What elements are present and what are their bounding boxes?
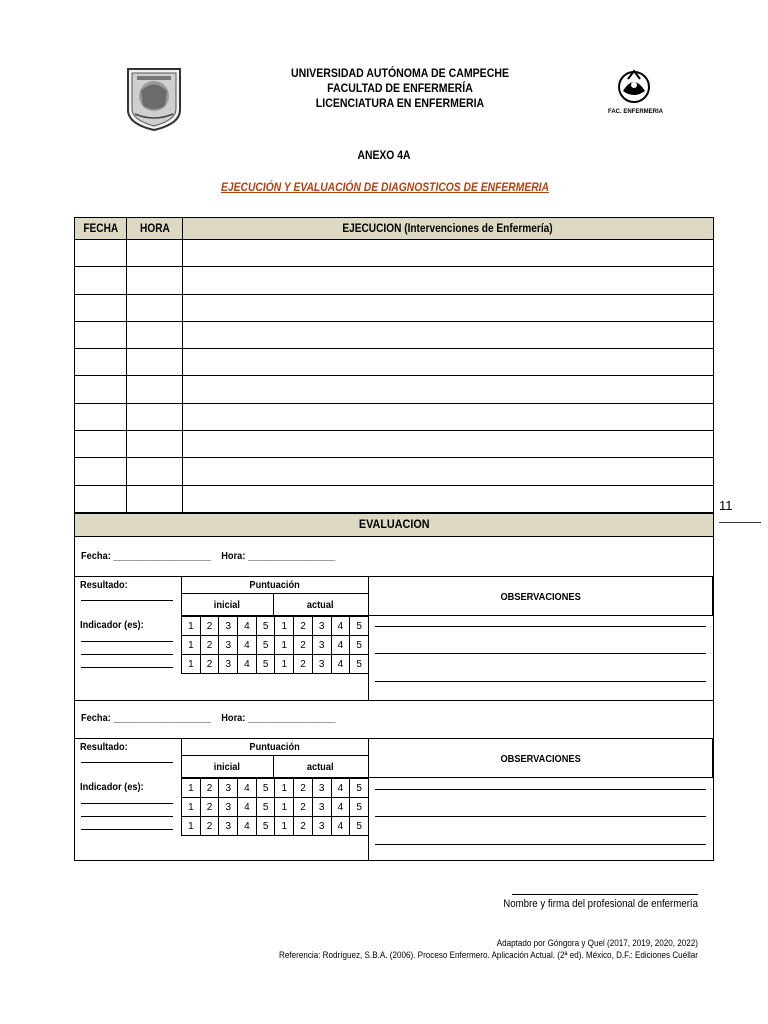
score-cell[interactable]: 1 xyxy=(182,617,201,636)
hora-field-2[interactable]: Hora: _________________ xyxy=(221,712,336,724)
adapted-by-note: Adaptado por Góngora y Quel (2017, 2019, 2020, 2022) xyxy=(496,938,698,948)
score-cell[interactable]: 3 xyxy=(219,636,238,655)
score-cell[interactable]: 5 xyxy=(350,655,369,674)
score-cell[interactable]: 3 xyxy=(219,617,238,636)
execution-row xyxy=(75,349,714,376)
inicial-label-1: inicial xyxy=(213,599,241,611)
faculty-name: FACULTAD DE ENFERMERÍA xyxy=(327,81,473,95)
execution-row xyxy=(75,267,714,294)
score-cell[interactable]: 1 xyxy=(182,636,201,655)
col-fecha: FECHA xyxy=(75,218,127,240)
score-cell[interactable]: 1 xyxy=(275,798,294,817)
resultado-blank-1[interactable] xyxy=(81,600,173,601)
indicador-blank-1c[interactable] xyxy=(81,667,173,668)
score-row xyxy=(182,798,369,817)
puntuacion-label-1: Puntuación xyxy=(249,579,300,591)
actual-label-1: actual xyxy=(307,599,334,611)
score-cell[interactable]: 3 xyxy=(312,655,331,674)
reference-note: Referencia: Rodríguez, S.B.A. (2006). Proceso Enfermero. Aplicación Actual. (2ª ed). México, D.F.: Ediciones Cuéllar xyxy=(279,950,698,960)
score-cell[interactable]: 5 xyxy=(256,617,275,636)
ejecucion-cell[interactable] xyxy=(183,458,714,485)
indicador-label-2: Indicador (es): xyxy=(80,781,144,793)
score-cell[interactable]: 3 xyxy=(219,655,238,674)
score-cell[interactable]: 5 xyxy=(256,798,275,817)
hora-cell[interactable] xyxy=(127,485,183,512)
score-cell[interactable]: 5 xyxy=(256,636,275,655)
evaluation-title: EVALUACION xyxy=(75,513,713,537)
fecha-cell[interactable] xyxy=(75,240,127,267)
hora-cell[interactable] xyxy=(127,294,183,321)
score-cell[interactable]: 2 xyxy=(294,817,313,836)
score-cell[interactable]: 2 xyxy=(294,655,313,674)
score-cell[interactable]: 4 xyxy=(331,798,350,817)
observaciones-label-2: OBSERVACIONES xyxy=(500,753,581,765)
observaciones-blank-1b[interactable] xyxy=(375,653,706,654)
observaciones-blank-2c[interactable] xyxy=(375,844,706,845)
score-cell[interactable]: 5 xyxy=(256,655,275,674)
score-cell[interactable]: 3 xyxy=(219,817,238,836)
hora-field-1[interactable]: Hora: _________________ xyxy=(221,550,336,562)
score-cell[interactable]: 4 xyxy=(238,817,257,836)
score-cell[interactable]: 5 xyxy=(350,636,369,655)
execution-row xyxy=(75,485,714,512)
score-row xyxy=(182,617,369,636)
indicador-blank-1a[interactable] xyxy=(81,641,173,642)
ejecucion-cell[interactable] xyxy=(183,267,714,294)
score-cell[interactable]: 5 xyxy=(350,798,369,817)
faculty-logo xyxy=(608,67,668,119)
institution-header xyxy=(224,66,576,111)
resultado-label-1: Resultado: xyxy=(80,579,128,591)
fecha-field-1[interactable]: Fecha: ___________________ xyxy=(81,550,211,562)
ejecucion-cell[interactable] xyxy=(183,349,714,376)
score-cell[interactable]: 2 xyxy=(200,817,219,836)
execution-row xyxy=(75,321,714,348)
university-seal-logo xyxy=(125,66,183,132)
hora-cell[interactable] xyxy=(127,403,183,430)
score-grid-2 xyxy=(181,778,369,836)
hora-cell[interactable] xyxy=(127,240,183,267)
score-cell[interactable]: 4 xyxy=(331,636,350,655)
signature-line[interactable] xyxy=(512,894,698,895)
score-cell[interactable]: 3 xyxy=(312,779,331,798)
fecha-cell[interactable] xyxy=(75,267,127,294)
document-subtitle: EJECUCIÓN Y EVALUACIÓN DE DIAGNOSTICOS DE ENFERMERIA xyxy=(220,180,549,194)
score-cell[interactable]: 1 xyxy=(275,617,294,636)
score-cell[interactable]: 1 xyxy=(182,779,201,798)
observaciones-blank-1a[interactable] xyxy=(375,626,706,627)
fecha-cell[interactable] xyxy=(75,403,127,430)
ejecucion-cell[interactable] xyxy=(183,403,714,430)
score-cell[interactable]: 4 xyxy=(331,655,350,674)
actual-label-2: actual xyxy=(307,761,334,773)
evaluation-section xyxy=(74,513,714,861)
score-cell[interactable]: 3 xyxy=(312,798,331,817)
score-cell[interactable]: 3 xyxy=(312,636,331,655)
fecha-cell[interactable] xyxy=(75,349,127,376)
ejecucion-cell[interactable] xyxy=(183,321,714,348)
execution-table-header xyxy=(75,218,714,240)
score-cell[interactable]: 4 xyxy=(331,817,350,836)
score-cell[interactable]: 1 xyxy=(275,636,294,655)
fecha-cell[interactable] xyxy=(75,458,127,485)
fecha-hora-line-2 xyxy=(81,712,335,724)
score-cell[interactable]: 4 xyxy=(238,779,257,798)
ejecucion-cell[interactable] xyxy=(183,240,714,267)
execution-row xyxy=(75,294,714,321)
fecha-cell[interactable] xyxy=(75,376,127,403)
page-number-rule xyxy=(719,522,761,523)
hora-cell[interactable] xyxy=(127,376,183,403)
score-cell[interactable]: 4 xyxy=(331,617,350,636)
score-cell[interactable]: 1 xyxy=(182,817,201,836)
score-cell[interactable]: 1 xyxy=(182,798,201,817)
ejecucion-cell[interactable] xyxy=(183,376,714,403)
score-cell[interactable]: 2 xyxy=(294,798,313,817)
score-cell[interactable]: 5 xyxy=(256,817,275,836)
score-row xyxy=(182,817,369,836)
score-cell[interactable]: 3 xyxy=(312,617,331,636)
score-cell[interactable]: 5 xyxy=(350,817,369,836)
hora-cell[interactable] xyxy=(127,349,183,376)
program-name: LICENCIATURA EN ENFERMERIA xyxy=(315,96,485,110)
hora-cell[interactable] xyxy=(127,431,183,458)
hora-cell[interactable] xyxy=(127,321,183,348)
score-cell[interactable]: 2 xyxy=(200,655,219,674)
fecha-cell[interactable] xyxy=(75,294,127,321)
fecha-cell[interactable] xyxy=(75,321,127,348)
score-row xyxy=(182,636,369,655)
resultado-blank-2[interactable] xyxy=(81,762,173,763)
puntuacion-label-2: Puntuación xyxy=(249,741,300,753)
execution-row xyxy=(75,403,714,430)
faculty-logo-caption: FAC. ENFERMERIA xyxy=(608,109,664,115)
observaciones-label-1: OBSERVACIONES xyxy=(500,591,581,603)
score-cell[interactable]: 5 xyxy=(256,779,275,798)
fecha-cell[interactable] xyxy=(75,431,127,458)
score-cell[interactable]: 5 xyxy=(350,617,369,636)
score-cell[interactable]: 3 xyxy=(219,798,238,817)
score-cell[interactable]: 1 xyxy=(275,817,294,836)
score-cell[interactable]: 1 xyxy=(275,655,294,674)
page-number: 11 xyxy=(719,498,733,513)
signature-caption: Nombre y firma del profesional de enfermería xyxy=(503,898,698,910)
execution-row xyxy=(75,431,714,458)
score-cell[interactable]: 2 xyxy=(294,779,313,798)
score-cell[interactable]: 2 xyxy=(294,636,313,655)
score-row xyxy=(182,779,369,798)
indicador-blank-1b[interactable] xyxy=(81,654,173,655)
col-ejecucion: EJECUCION (Intervenciones de Enfermería) xyxy=(183,218,714,240)
score-cell[interactable]: 1 xyxy=(275,779,294,798)
score-cell[interactable]: 4 xyxy=(238,636,257,655)
fecha-cell[interactable] xyxy=(75,485,127,512)
fecha-field-2[interactable]: Fecha: ___________________ xyxy=(81,712,211,724)
score-cell[interactable]: 2 xyxy=(294,617,313,636)
score-cell[interactable]: 4 xyxy=(238,798,257,817)
indicador-blank-2c[interactable] xyxy=(81,829,173,830)
execution-row xyxy=(75,240,714,267)
resultado-label-2: Resultado: xyxy=(80,741,128,753)
university-name: UNIVERSIDAD AUTÓNOMA DE CAMPECHE xyxy=(290,66,510,80)
score-cell[interactable]: 4 xyxy=(238,655,257,674)
col-hora: HORA xyxy=(127,218,183,240)
execution-row xyxy=(75,458,714,485)
score-row xyxy=(182,655,369,674)
anexo-label: ANEXO 4A xyxy=(357,150,411,162)
score-cell[interactable]: 2 xyxy=(200,779,219,798)
hora-cell[interactable] xyxy=(127,458,183,485)
inicial-label-2: inicial xyxy=(213,761,241,773)
observaciones-blank-1c[interactable] xyxy=(375,681,706,682)
score-cell[interactable]: 3 xyxy=(219,779,238,798)
score-cell[interactable]: 4 xyxy=(331,779,350,798)
execution-table xyxy=(74,217,714,513)
score-grid-1 xyxy=(181,616,369,674)
observaciones-blank-2a[interactable] xyxy=(375,789,706,790)
score-cell[interactable]: 2 xyxy=(200,636,219,655)
score-cell[interactable]: 2 xyxy=(200,617,219,636)
ejecucion-cell[interactable] xyxy=(183,294,714,321)
score-cell[interactable]: 4 xyxy=(238,617,257,636)
hora-cell[interactable] xyxy=(127,267,183,294)
ejecucion-cell[interactable] xyxy=(183,431,714,458)
indicador-blank-2b[interactable] xyxy=(81,816,173,817)
observaciones-blank-2b[interactable] xyxy=(375,816,706,817)
execution-row xyxy=(75,376,714,403)
fecha-hora-line-1 xyxy=(81,550,335,562)
score-cell[interactable]: 5 xyxy=(350,779,369,798)
score-cell[interactable]: 2 xyxy=(200,798,219,817)
score-cell[interactable]: 1 xyxy=(182,655,201,674)
ejecucion-cell[interactable] xyxy=(183,485,714,512)
indicador-label-1: Indicador (es): xyxy=(80,619,144,631)
score-cell[interactable]: 3 xyxy=(312,817,331,836)
indicador-blank-2a[interactable] xyxy=(81,803,173,804)
